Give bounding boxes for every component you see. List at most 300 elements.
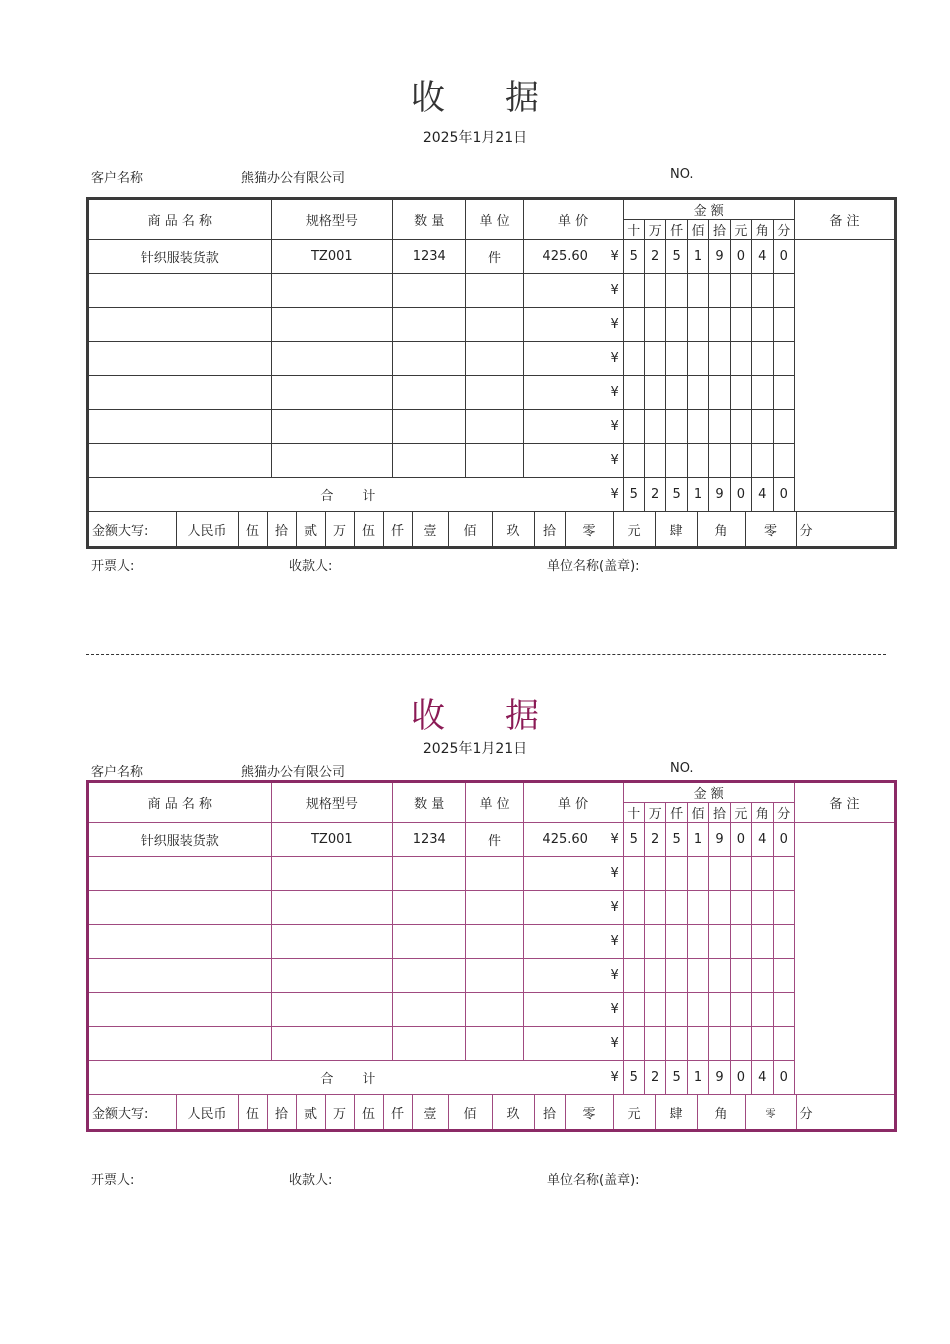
- item-name[interactable]: [88, 857, 272, 891]
- item-name[interactable]: 针织服装货款: [88, 823, 272, 857]
- item-name[interactable]: [88, 444, 272, 478]
- digit-place-header: 十: [623, 220, 644, 240]
- amount-digit[interactable]: [687, 993, 708, 1027]
- yen-symbol: ¥: [607, 891, 623, 925]
- header-remark: 备 注: [794, 199, 895, 240]
- amount-digit[interactable]: [666, 444, 687, 478]
- amount-digit[interactable]: 2: [644, 823, 665, 857]
- currency-label: 人民币: [176, 512, 238, 546]
- amount-digit[interactable]: [687, 891, 708, 925]
- header-row: [88, 199, 896, 220]
- item-name[interactable]: [88, 308, 272, 342]
- digit-place-header: 角: [752, 803, 773, 823]
- amount-digit[interactable]: [773, 444, 794, 478]
- amount-digit[interactable]: [773, 410, 794, 444]
- item-name[interactable]: [88, 993, 272, 1027]
- amount-digit[interactable]: 2: [644, 240, 665, 274]
- item-name[interactable]: [88, 959, 272, 993]
- amount-digit[interactable]: [666, 410, 687, 444]
- amount-digit[interactable]: 0: [730, 823, 751, 857]
- amount-digit[interactable]: [709, 444, 730, 478]
- amount-digit[interactable]: [687, 857, 708, 891]
- amount-digit[interactable]: [687, 959, 708, 993]
- amount-digit[interactable]: [644, 410, 665, 444]
- amount-digit[interactable]: [709, 857, 730, 891]
- capital-amount-char: 拾: [267, 1095, 296, 1129]
- payee-label: 收款人:: [289, 559, 333, 574]
- item-unit-price[interactable]: [523, 959, 607, 993]
- capital-amount-char: 壹: [412, 1095, 448, 1129]
- amount-digit[interactable]: 0: [730, 240, 751, 274]
- item-spec[interactable]: TZ001: [271, 823, 392, 857]
- amount-digit[interactable]: [666, 274, 687, 308]
- amount-digit[interactable]: [687, 925, 708, 959]
- item-unit[interactable]: [466, 342, 523, 376]
- digit-place-header: 万: [644, 220, 665, 240]
- item-spec[interactable]: [271, 1027, 392, 1061]
- total-row: [88, 1061, 896, 1095]
- amount-digit[interactable]: [730, 959, 751, 993]
- amount-digit[interactable]: [773, 376, 794, 410]
- item-quantity[interactable]: [393, 857, 466, 891]
- amount-digit[interactable]: [623, 959, 644, 993]
- item-unit-price[interactable]: [523, 274, 607, 308]
- item-spec[interactable]: [271, 308, 392, 342]
- amount-digit[interactable]: [666, 857, 687, 891]
- amount-digit[interactable]: [666, 959, 687, 993]
- customer-label: 客户名称: [91, 765, 144, 780]
- amount-digit[interactable]: [709, 993, 730, 1027]
- receipt-number-label: NO.: [670, 761, 694, 776]
- yen-symbol: ¥: [607, 274, 623, 308]
- item-name[interactable]: [88, 891, 272, 925]
- unit-name-stamp-label: 单位名称(盖章):: [547, 1173, 640, 1188]
- amount-digit[interactable]: 1: [687, 240, 708, 274]
- currency-label: 人民币: [176, 1095, 238, 1129]
- amount-digit[interactable]: 0: [773, 240, 794, 274]
- amount-digit[interactable]: [644, 857, 665, 891]
- item-spec[interactable]: [271, 891, 392, 925]
- amount-digit[interactable]: [623, 891, 644, 925]
- capital-amount-char: 玖: [492, 512, 534, 546]
- total-digit: 0: [730, 1061, 751, 1095]
- amount-digit[interactable]: 4: [752, 240, 773, 274]
- amount-digit[interactable]: [752, 376, 773, 410]
- amount-digit[interactable]: [623, 308, 644, 342]
- capital-amount-char: 元: [613, 1095, 655, 1129]
- capital-amount-char: 壹: [412, 512, 448, 546]
- total-digit: 5: [623, 1061, 644, 1095]
- item-name[interactable]: [88, 410, 272, 444]
- table-row: [88, 444, 896, 478]
- amount-digit[interactable]: [709, 274, 730, 308]
- capital-amount-row: [88, 512, 896, 548]
- digit-place-header: 仟: [666, 803, 687, 823]
- total-digit: 9: [709, 478, 730, 512]
- item-unit-price[interactable]: 425.60: [523, 823, 607, 857]
- item-name[interactable]: 针织服装货款: [88, 240, 272, 274]
- table-row: [88, 823, 896, 857]
- table-row: [88, 410, 896, 444]
- amount-digit[interactable]: [773, 1027, 794, 1061]
- capital-amount-char: 零: [565, 1095, 613, 1129]
- customer-label: 客户名称: [91, 171, 144, 186]
- item-quantity[interactable]: [393, 1027, 466, 1061]
- amount-digit[interactable]: [644, 274, 665, 308]
- item-unit[interactable]: [466, 410, 523, 444]
- item-spec[interactable]: [271, 342, 392, 376]
- amount-digit[interactable]: [752, 308, 773, 342]
- table-row: [88, 857, 896, 891]
- item-unit-price[interactable]: [523, 993, 607, 1027]
- amount-digit[interactable]: [773, 274, 794, 308]
- amount-digit[interactable]: [773, 959, 794, 993]
- cut-line: [86, 654, 886, 655]
- total-digit: 0: [773, 478, 794, 512]
- amount-digit[interactable]: [623, 925, 644, 959]
- capital-amount-char: 贰: [296, 1095, 325, 1129]
- amount-digit[interactable]: [644, 1027, 665, 1061]
- yen-symbol: ¥: [607, 376, 623, 410]
- title-char: 据: [505, 696, 539, 736]
- item-spec[interactable]: [271, 410, 392, 444]
- yen-symbol: ¥: [607, 925, 623, 959]
- amount-digit[interactable]: [687, 1027, 708, 1061]
- capital-amount-row: [88, 1095, 896, 1131]
- capital-amount-char: 元: [613, 512, 655, 546]
- yen-symbol: ¥: [607, 993, 623, 1027]
- capital-amount-char: 肆: [655, 1095, 697, 1129]
- total-digit: 0: [730, 478, 751, 512]
- yen-symbol: ¥: [607, 478, 623, 512]
- item-unit[interactable]: 件: [466, 823, 523, 857]
- amount-digit[interactable]: [709, 891, 730, 925]
- total-label: 合 计: [88, 478, 607, 512]
- amount-digit[interactable]: [730, 993, 751, 1027]
- item-unit-price[interactable]: [523, 857, 607, 891]
- capital-amount-char: 万: [325, 512, 354, 546]
- amount-digit[interactable]: [773, 891, 794, 925]
- item-unit[interactable]: [466, 857, 523, 891]
- amount-digit[interactable]: [687, 444, 708, 478]
- item-spec[interactable]: [271, 925, 392, 959]
- table-row: [88, 308, 896, 342]
- capital-amount-char: 仟: [383, 512, 412, 546]
- digit-place-header: 元: [730, 803, 751, 823]
- amount-digit[interactable]: [730, 342, 751, 376]
- capital-amount-char: 肆: [655, 512, 697, 546]
- item-unit-price[interactable]: [523, 342, 607, 376]
- amount-digit[interactable]: [752, 410, 773, 444]
- amount-digit[interactable]: [623, 274, 644, 308]
- item-spec[interactable]: [271, 857, 392, 891]
- amount-digit[interactable]: [709, 342, 730, 376]
- capital-amount-char: 伍: [354, 512, 383, 546]
- issuer-label: 开票人:: [91, 559, 135, 574]
- item-name[interactable]: [88, 376, 272, 410]
- amount-digit[interactable]: 5: [666, 240, 687, 274]
- amount-digit[interactable]: [644, 342, 665, 376]
- item-spec[interactable]: [271, 376, 392, 410]
- amount-digit[interactable]: [773, 857, 794, 891]
- amount-digit[interactable]: [730, 1027, 751, 1061]
- item-quantity[interactable]: [393, 410, 466, 444]
- amount-digit[interactable]: 5: [623, 823, 644, 857]
- item-spec[interactable]: [271, 993, 392, 1027]
- amount-digit[interactable]: 5: [666, 823, 687, 857]
- total-row: [88, 478, 896, 512]
- amount-digit[interactable]: [709, 376, 730, 410]
- item-unit-price[interactable]: 425.60: [523, 240, 607, 274]
- item-quantity[interactable]: [393, 444, 466, 478]
- amount-digit[interactable]: [730, 925, 751, 959]
- total-digit: 2: [644, 478, 665, 512]
- amount-digit[interactable]: [623, 993, 644, 1027]
- item-name[interactable]: [88, 274, 272, 308]
- amount-digit[interactable]: [773, 342, 794, 376]
- item-unit[interactable]: [466, 959, 523, 993]
- amount-digit[interactable]: [687, 376, 708, 410]
- header-remark: 备 注: [794, 782, 895, 823]
- amount-digit[interactable]: [666, 308, 687, 342]
- item-spec[interactable]: TZ001: [271, 240, 392, 274]
- receipt-number-label: NO.: [670, 167, 694, 182]
- item-unit[interactable]: [466, 308, 523, 342]
- amount-digit[interactable]: [752, 444, 773, 478]
- amount-digit[interactable]: [730, 410, 751, 444]
- amount-digit[interactable]: [773, 993, 794, 1027]
- amount-digit[interactable]: 9: [709, 240, 730, 274]
- table-row: [88, 376, 896, 410]
- amount-digit[interactable]: [666, 891, 687, 925]
- amount-digit[interactable]: [687, 274, 708, 308]
- amount-digit[interactable]: 9: [709, 823, 730, 857]
- digit-place-header: 分: [773, 220, 794, 240]
- amount-digit[interactable]: [666, 376, 687, 410]
- yen-symbol: ¥: [607, 959, 623, 993]
- amount-digit[interactable]: [687, 308, 708, 342]
- capital-amount-table: [89, 512, 894, 546]
- item-name[interactable]: [88, 342, 272, 376]
- amount-digit[interactable]: [623, 857, 644, 891]
- amount-digit[interactable]: [666, 1027, 687, 1061]
- amount-digit[interactable]: [623, 376, 644, 410]
- header-unit-price: 单 价: [523, 782, 623, 823]
- amount-digit[interactable]: [623, 342, 644, 376]
- total-digit: 5: [623, 478, 644, 512]
- item-unit-price[interactable]: [523, 925, 607, 959]
- amount-digit[interactable]: [644, 444, 665, 478]
- item-unit-price[interactable]: [523, 1027, 607, 1061]
- customer-value: 熊猫办公有限公司: [241, 765, 346, 780]
- remark-cell[interactable]: [794, 823, 895, 1095]
- amount-digit[interactable]: [752, 891, 773, 925]
- header-unit: 单 位: [466, 199, 523, 240]
- digit-place-header: 十: [623, 803, 644, 823]
- table-row: [88, 240, 896, 274]
- item-unit-price[interactable]: [523, 376, 607, 410]
- unit-name-stamp-label: 单位名称(盖章):: [547, 559, 640, 574]
- amount-digit[interactable]: [730, 891, 751, 925]
- capital-amount-char: 佰: [448, 1095, 492, 1129]
- receipt-date: 2025年1月21日: [422, 130, 528, 146]
- amount-digit[interactable]: [644, 993, 665, 1027]
- item-unit-price[interactable]: [523, 444, 607, 478]
- item-quantity[interactable]: 1234: [393, 240, 466, 274]
- amount-digit[interactable]: [709, 925, 730, 959]
- item-name[interactable]: [88, 1027, 272, 1061]
- item-quantity[interactable]: [393, 993, 466, 1027]
- receipt-title: [0, 70, 950, 119]
- yen-symbol: ¥: [607, 823, 623, 857]
- total-digit: 2: [644, 1061, 665, 1095]
- item-unit[interactable]: [466, 993, 523, 1027]
- remark-cell[interactable]: [794, 240, 895, 512]
- capital-amount-char: 万: [325, 1095, 354, 1129]
- amount-digit[interactable]: [644, 891, 665, 925]
- capital-amount-holder: [88, 512, 896, 548]
- amount-digit[interactable]: [709, 1027, 730, 1061]
- amount-digit[interactable]: [709, 308, 730, 342]
- item-name[interactable]: [88, 925, 272, 959]
- amount-digit[interactable]: [666, 993, 687, 1027]
- header-unit: 单 位: [466, 782, 523, 823]
- amount-digit[interactable]: [730, 308, 751, 342]
- title-char: 收: [411, 78, 445, 118]
- amount-digit[interactable]: [644, 376, 665, 410]
- amount-digit[interactable]: 1: [687, 823, 708, 857]
- amount-digit[interactable]: 5: [623, 240, 644, 274]
- amount-digit[interactable]: [666, 342, 687, 376]
- amount-digit[interactable]: [644, 308, 665, 342]
- capital-label: 金额大写:: [89, 512, 176, 546]
- total-digit: 5: [666, 1061, 687, 1095]
- item-unit[interactable]: [466, 1027, 523, 1061]
- amount-digit[interactable]: [730, 274, 751, 308]
- header-spec-model: 规格型号: [271, 782, 392, 823]
- amount-digit[interactable]: [752, 1027, 773, 1061]
- yen-symbol: ¥: [607, 444, 623, 478]
- title-char: 收: [411, 696, 445, 736]
- total-digit: 0: [773, 1061, 794, 1095]
- capital-amount-char: 伍: [354, 1095, 383, 1129]
- item-unit-price[interactable]: [523, 891, 607, 925]
- digit-place-header: 仟: [666, 220, 687, 240]
- amount-digit[interactable]: 4: [752, 823, 773, 857]
- table-row: [88, 342, 896, 376]
- item-quantity[interactable]: [393, 376, 466, 410]
- capital-amount-char: 分: [796, 1095, 894, 1129]
- capital-label: 金额大写:: [89, 1095, 176, 1129]
- amount-digit[interactable]: [687, 410, 708, 444]
- yen-symbol: ¥: [607, 342, 623, 376]
- table-row: [88, 891, 896, 925]
- amount-digit[interactable]: [666, 925, 687, 959]
- capital-amount-char: 拾: [267, 512, 296, 546]
- amount-digit[interactable]: [773, 308, 794, 342]
- item-quantity[interactable]: [393, 925, 466, 959]
- total-digit: 9: [709, 1061, 730, 1095]
- amount-digit[interactable]: [730, 857, 751, 891]
- item-quantity[interactable]: [393, 274, 466, 308]
- amount-digit[interactable]: [709, 410, 730, 444]
- payee-label: 收款人:: [289, 1173, 333, 1188]
- receipt-table: [86, 197, 897, 549]
- item-spec[interactable]: [271, 959, 392, 993]
- item-unit-price[interactable]: [523, 308, 607, 342]
- item-spec[interactable]: [271, 274, 392, 308]
- item-quantity[interactable]: [393, 959, 466, 993]
- item-unit[interactable]: [466, 891, 523, 925]
- item-quantity[interactable]: [393, 891, 466, 925]
- item-unit[interactable]: 件: [466, 240, 523, 274]
- total-digit: 1: [687, 478, 708, 512]
- item-quantity[interactable]: [393, 342, 466, 376]
- amount-digit[interactable]: [752, 342, 773, 376]
- item-unit[interactable]: [466, 925, 523, 959]
- amount-digit[interactable]: [773, 925, 794, 959]
- capital-amount-char: 零: [745, 512, 796, 546]
- digit-place-header: 万: [644, 803, 665, 823]
- digit-place-header: 角: [752, 220, 773, 240]
- receipt-date: 2025年1月21日: [422, 741, 528, 757]
- amount-digit[interactable]: [752, 993, 773, 1027]
- amount-digit[interactable]: [687, 342, 708, 376]
- table-row: [88, 1027, 896, 1061]
- yen-symbol: ¥: [607, 308, 623, 342]
- total-digit: 4: [752, 1061, 773, 1095]
- total-label: 合 计: [88, 1061, 607, 1095]
- amount-digit[interactable]: [644, 925, 665, 959]
- amount-digit[interactable]: [709, 959, 730, 993]
- amount-digit[interactable]: [623, 444, 644, 478]
- yen-symbol: ¥: [607, 1027, 623, 1061]
- item-unit-price[interactable]: [523, 410, 607, 444]
- customer-value: 熊猫办公有限公司: [241, 171, 346, 186]
- amount-digit[interactable]: [752, 274, 773, 308]
- digit-place-header: 拾: [709, 220, 730, 240]
- amount-digit[interactable]: [752, 959, 773, 993]
- item-quantity[interactable]: [393, 308, 466, 342]
- capital-amount-char: 角: [697, 512, 745, 546]
- item-spec[interactable]: [271, 444, 392, 478]
- item-unit[interactable]: [466, 444, 523, 478]
- capital-amount-char: 零: [745, 1095, 796, 1129]
- amount-digit[interactable]: [623, 1027, 644, 1061]
- header-unit-price: 单 价: [523, 199, 623, 240]
- item-unit[interactable]: [466, 376, 523, 410]
- amount-digit[interactable]: [623, 410, 644, 444]
- digit-place-header: 拾: [709, 803, 730, 823]
- table-row: [88, 925, 896, 959]
- capital-amount-char: 伍: [238, 1095, 267, 1129]
- capital-amount-char: 零: [565, 512, 613, 546]
- capital-amount-holder: [88, 1095, 896, 1131]
- amount-digit[interactable]: [730, 376, 751, 410]
- item-unit[interactable]: [466, 274, 523, 308]
- header-spec-model: 规格型号: [271, 199, 392, 240]
- amount-digit[interactable]: [730, 444, 751, 478]
- amount-digit[interactable]: [752, 925, 773, 959]
- amount-digit[interactable]: [644, 959, 665, 993]
- amount-digit[interactable]: 0: [773, 823, 794, 857]
- header-product-name: 商 品 名 称: [88, 199, 272, 240]
- total-digit: 5: [666, 478, 687, 512]
- digit-place-header: 元: [730, 220, 751, 240]
- item-quantity[interactable]: 1234: [393, 823, 466, 857]
- header-quantity: 数 量: [393, 199, 466, 240]
- amount-digit[interactable]: [752, 857, 773, 891]
